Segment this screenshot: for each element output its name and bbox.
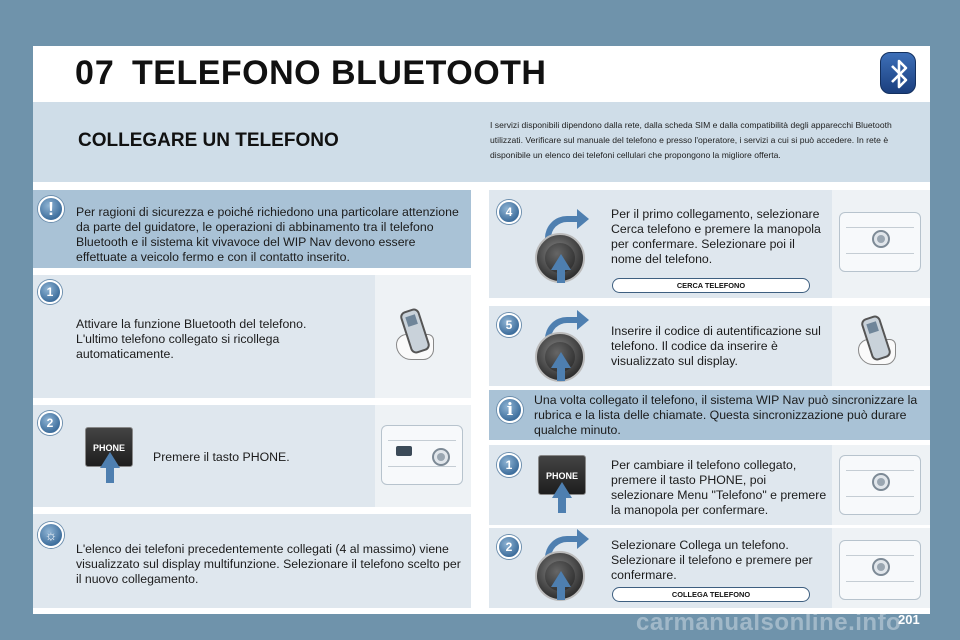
press-arrow-icon	[557, 367, 565, 381]
step-5-text: Inserire il codice di autentificazione sul telefono. Il codice da inserire è visualizzato sul display.	[611, 324, 821, 368]
step-2-badge	[37, 410, 63, 436]
menu-item-cerca-telefono: CERCA TELEFONO	[612, 278, 810, 293]
press-arrowhead-icon	[551, 352, 571, 368]
step-number: 1	[497, 453, 521, 477]
sun-tip-icon: ☼	[38, 522, 64, 548]
press-arrowhead-icon	[551, 571, 571, 587]
press-arrow-icon	[557, 269, 565, 283]
step-1b-text: Per cambiare il telefono collegato, premere il tasto PHONE, poi selezionare Menu "Telefono" e premere la manopola per confermare.	[611, 458, 827, 517]
radio-unit-illustration	[839, 212, 921, 272]
step-number: 1	[38, 280, 62, 304]
press-arrow-icon	[557, 586, 565, 600]
step-number: 4	[497, 200, 521, 224]
step-4-text: Per il primo collegamento, selezionare Cerca telefono e premere la manopola per confermare. Selezionare poi il nome del telefono.	[611, 207, 821, 266]
intro-text: I servizi disponibili dipendono dalla rete, dalla scheda SIM e dalla compatibilità degli apparecchi Bluetooth utilizzati. Verificare sul manuale del telefono e presso l'operatore, i servizi a cui si può accedere. In rete è disponibile un elenco dei telefoni cellulari che propongono la migliore offerta.	[490, 120, 892, 160]
step-number: 2	[497, 535, 521, 559]
menu-item-collega-telefono: COLLEGA TELEFONO	[612, 587, 810, 602]
tip-text: L'elenco dei telefoni precedentemente collegati (4 al massimo) viene visualizzato sul display multifunzione. Selezionare il telefono scelto per il nuovo collegamento.	[76, 542, 461, 586]
press-arrowhead-icon	[552, 482, 572, 498]
step-4-badge	[496, 199, 522, 225]
press-arrowhead-icon	[551, 254, 571, 270]
radio-unit-illustration	[839, 455, 921, 515]
radio-unit-illustration	[381, 425, 463, 485]
warning-text: Per ragioni di sicurezza e poiché richiedono una particolare attenzione da parte del guidatore, le operazioni di abbinamento tra il telefono Bluetooth e il sistema kit vivavoce del WIP Nav devono essere effettuate a veicolo fermo e con il contatto inserito.	[76, 205, 459, 264]
chapter-number: 07	[75, 54, 115, 92]
phone-key-icon: PHONE	[85, 427, 133, 467]
step-number: 2	[38, 411, 62, 435]
step-1-text: Attivare la funzione Bluetooth del telefono. L'ultimo telefono collegato si ricollega automaticamente.	[76, 317, 307, 361]
info-icon: i	[497, 397, 523, 423]
warning-icon: !	[38, 196, 64, 222]
step-number: 5	[497, 313, 521, 337]
bluetooth-icon	[880, 52, 916, 94]
step-2-text: Premere il tasto PHONE.	[153, 450, 290, 464]
chapter-title: TELEFONO BLUETOOTH	[132, 54, 547, 92]
step-1b-badge	[496, 452, 522, 478]
phone-key-icon: PHONE	[538, 455, 586, 495]
page-number: 201	[898, 612, 920, 627]
radio-unit-illustration	[839, 540, 921, 600]
info-text: Una volta collegato il telefono, il sistema WIP Nav può sincronizzare la rubrica e la lista delle chiamate. Questa sincronizzazione può durare qualche minuto.	[534, 393, 918, 437]
press-arrow-icon	[558, 497, 566, 513]
press-arrowhead-icon	[100, 452, 120, 468]
watermark: carmanualsonline.info	[636, 609, 902, 636]
section-title: COLLEGARE UN TELEFONO	[78, 130, 339, 151]
step-1-badge	[37, 279, 63, 305]
step-2b-text: Selezionare Collega un telefono. Selezionare il telefono e premere per confermare.	[611, 538, 813, 582]
step-2b-badge	[496, 534, 522, 560]
step-5-badge	[496, 312, 522, 338]
